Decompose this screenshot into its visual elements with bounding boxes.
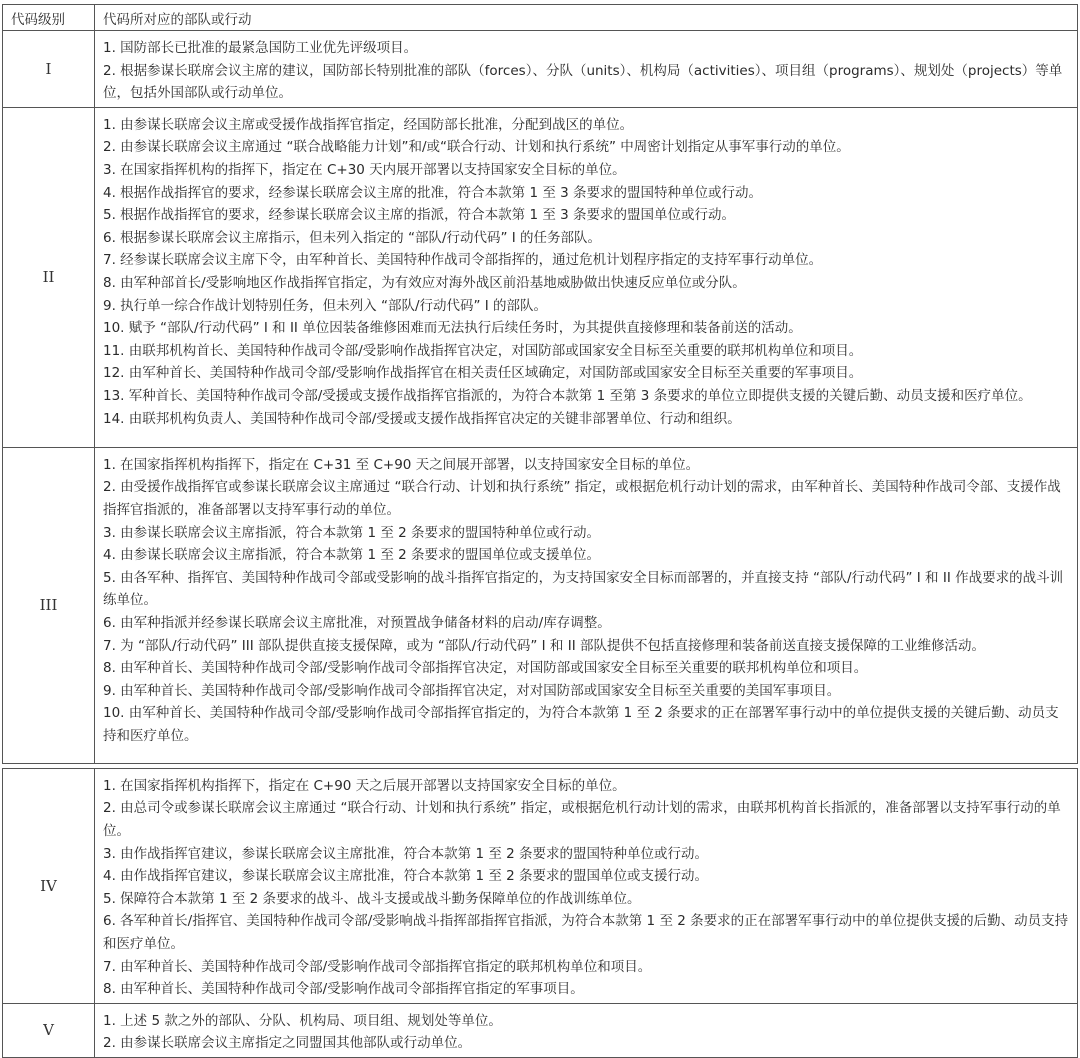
list-item: 6. 由军种指派并经参谋长联席会议主席批准，对预置战争储备材料的启动/库存调整。 <box>103 614 611 631</box>
table-row-code-3 <box>3 447 1078 763</box>
list-item: 4. 根据作战指挥官的要求，经参谋长联席会议主席的批准，符合本款第 1 至 3 条要求的盟国特种单位或行动。 <box>103 184 763 201</box>
list-item: 8. 由军种首长、美国特种作战司令部/受影响作战司令部指挥官指定的军事项目。 <box>103 981 584 998</box>
list-item: 1. 国防部长已批准的最紧急国防工业优先评级项目。 <box>103 40 418 56</box>
header-code-level: 代码级别 <box>3 5 95 31</box>
list-item: 7. 由军种首长、美国特种作战司令部/受影响作战司令部指挥官指定的联邦机构单位和项目。 <box>103 958 652 975</box>
list-item: 7. 为 “部队/行动代码” III 部队提供直接支援保障，或为 “部队/行动代码” I 和 II 部队提供不包括直接修理和装备前送直接支援保障的工业维修活动。 <box>103 637 985 654</box>
list-item: 6. 各军种首长/指挥官、美国特种作战司令部/受影响战斗指挥部指挥官指派，为符合本款第 1 至 2 条要求的正在部署军事行动中的单位提供支援的后勤、动员支持和医疗单位。 <box>103 913 1069 952</box>
list-item: 3. 由作战指挥官建议，参谋长联席会议主席批准，符合本款第 1 至 2 条要求的盟国特种单位或行动。 <box>103 845 709 862</box>
list-item: 2. 由参谋长联席会议主席通过 “联合战略能力计划”和/或“联合行动、计划和执行系统” 中周密计划指定从事军事行动的单位。 <box>103 139 850 156</box>
code-level-cell: V <box>3 1003 95 1057</box>
list-item: 4. 由作战指挥官建议，参谋长联席会议主席批准，符合本款第 1 至 2 条要求的盟国单位或支援行动。 <box>103 868 709 885</box>
items-cell <box>95 447 1078 763</box>
list-item: 11. 由联邦机构首长、美国特种作战司令部/受影响作战指挥官决定，对国防部或国家安全目标至关重要的联邦机构单位和项目。 <box>103 342 863 359</box>
list-item: 2. 由受援作战指挥官或参谋长联席会议主席通过 “联合行动、计划和执行系统” 指定，或根据危机行动计划的需求，由军种首长、美国特种作战司令部、支援作战指挥官指派的，准备部署以支持军事行动的单位。 <box>103 479 1061 518</box>
list-item: 3. 由参谋长联席会议主席指派，符合本款第 1 至 2 条要求的盟国特种单位或行动。 <box>103 524 601 541</box>
code-level-cell: III <box>3 447 95 763</box>
items-cell <box>95 107 1078 447</box>
list-item: 2. 由参谋长联席会议主席指定之同盟国其他部队或行动单位。 <box>103 1035 472 1052</box>
list-item: 13. 军种首长、美国特种作战司令部/受援或支援作战指挥官指派的，为符合本款第 1 至第 3 条要求的单位立即提供支援的关键后勤、动员支援和医疗单位。 <box>103 387 1032 404</box>
list-item: 10. 由军种首长、美国特种作战司令部/受影响作战司令部指挥官指定的，为符合本款第 1 至 2 条要求的正在部署军事行动中的单位提供支援的关键后勤、动员支持和医疗单位。 <box>103 705 1059 744</box>
list-item: 7. 经参谋长联席会议主席下令，由军种首长、美国特种作战司令部指挥的，通过危机计划程序指定的支持军事行动单位。 <box>103 252 823 269</box>
force-activity-code-table <box>2 4 1078 1058</box>
code-level-cell: II <box>3 107 95 447</box>
table-row-code-5 <box>3 1003 1078 1057</box>
list-item: 1. 上述 5 款之外的部队、分队、机构局、项目组、规划处等单位。 <box>103 1012 502 1029</box>
list-item: 2. 由总司令或参谋长联席会议主席通过 “联合行动、计划和执行系统” 指定，或根据危机行动计划的需求，由联邦机构首长指派的，准备部署以支持军事行动的单位。 <box>103 800 1061 839</box>
items-cell <box>95 31 1078 108</box>
table-row-code-1 <box>3 31 1078 108</box>
list-item: 1. 由参谋长联席会议主席或受援作战指挥官指定，经国防部长批准，分配到战区的单位。 <box>103 116 634 133</box>
list-item: 10. 赋予 “部队/行动代码” I 和 II 单位因装备维修困难而无法执行后续任务时，为其提供直接修理和装备前送的活动。 <box>103 320 802 337</box>
items-cell <box>95 1003 1078 1057</box>
code-level-cell: I <box>3 31 95 108</box>
list-item: 1. 在国家指挥机构指挥下，指定在 C+90 天之后展开部署以支持国家安全目标的单位。 <box>103 777 626 794</box>
list-item: 4. 由参谋长联席会议主席指派，符合本款第 1 至 2 条要求的盟国单位或支援单位。 <box>103 547 601 564</box>
list-item: 9. 由军种首长、美国特种作战司令部/受影响作战司令部指挥官决定，对对国防部或国家安全目标至关重要的美国军事项目。 <box>103 682 841 699</box>
list-item: 1. 在国家指挥机构指挥下，指定在 C+31 至 C+90 天之间展开部署，以支持国家安全目标的单位。 <box>103 456 700 473</box>
list-item: 6. 根据参谋长联席会议主席指示，但未列入指定的 “部队/行动代码” I 的任务部队。 <box>103 229 602 246</box>
list-item: 8. 由军种部首长/受影响地区作战指挥官指定，为有效应对海外战区前沿基地威胁做出快速反应单位或分队。 <box>103 274 746 291</box>
list-item: 14. 由联邦机构负责人、美国特种作战司令部/受援或支援作战指挥官决定的关键非部署单位、行动和组织。 <box>103 410 741 427</box>
table-row-code-4 <box>3 768 1078 1003</box>
list-item: 5. 保障符合本款第 1 至 2 条要求的战斗、战斗支援或战斗勤务保障单位的作战训练单位。 <box>103 890 641 907</box>
items-cell <box>95 768 1078 1003</box>
list-item: 5. 根据作战指挥官的要求，经参谋长联席会议主席的指派，符合本款第 1 至 3 条要求的盟国单位或行动。 <box>103 207 736 224</box>
list-item: 2. 根据参谋长联席会议主席的建议，国防部长特别批准的部队（forces）、分队（units）、机构局（activities）、项目组（programs）、规划处（projects）等单位，包括外国部队或行动单位。 <box>103 62 1063 102</box>
list-item: 12. 由军种首长、美国特种作战司令部/受影响作战指挥官在相关责任区域确定，对国防部或国家安全目标至关重要的军事项目。 <box>103 365 863 382</box>
list-item: 5. 由各军种、指挥官、美国特种作战司令部或受影响的战斗指挥官指定的，为支持国家安全目标而部署的，并直接支持 “部队/行动代码” I 和 II 作战要求的战斗训练单位。 <box>103 569 1064 609</box>
list-item: 9. 执行单一综合作战计划特别任务，但未列入 “部队/行动代码” I 的部队。 <box>103 297 548 314</box>
table-row-code-2 <box>3 107 1078 447</box>
code-level-cell: IV <box>3 768 95 1003</box>
list-item: 3. 在国家指挥机构的指挥下，指定在 C+30 天内展开部署以支持国家安全目标的单位。 <box>103 161 626 178</box>
list-item: 8. 由军种首长、美国特种作战司令部/受影响作战司令部指挥官决定，对国防部或国家安全目标至关重要的联邦机构单位和项目。 <box>103 660 868 677</box>
header-units-or-activities: 代码所对应的部队或行动 <box>95 5 1078 31</box>
table-header-row <box>3 5 1078 31</box>
